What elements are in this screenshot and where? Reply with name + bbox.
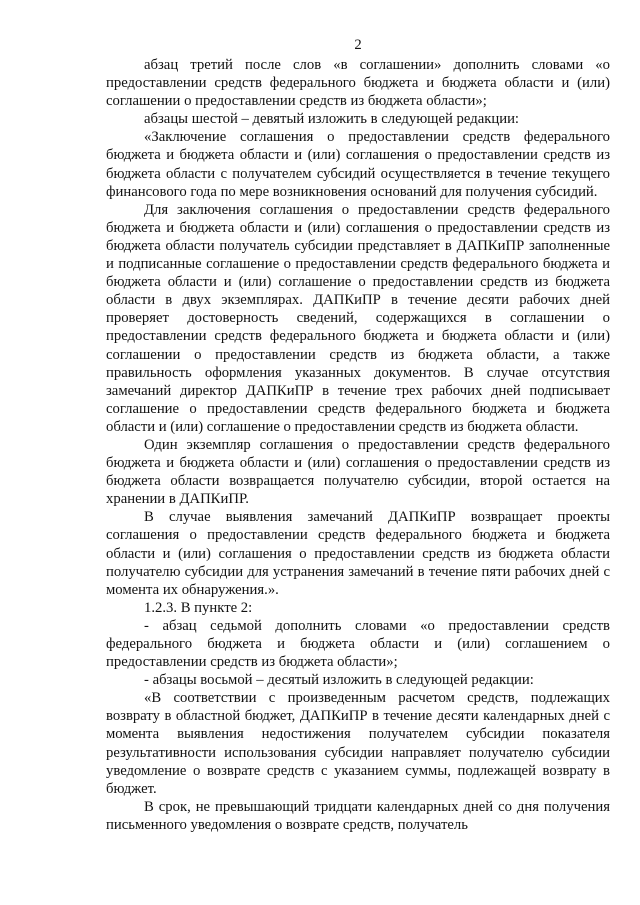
paragraph-6: В случае выявления замечаний ДАПКиПР возвращает проекты соглашения о предоставлении средств федерального бюджета и бюджета области и (или) соглашения о предоставлении средств из бюджета области получателю субсидии для устранения замечаний в течение пяти рабочих дней с момента их обнаружения.».: [106, 509, 610, 598]
paragraph-8: - абзац седьмой дополнить словами «о предоставлении средств федерального бюджета и бюджета области и (или) соглашением о предоставлении средств из бюджета области»;: [106, 617, 610, 671]
paragraph-1: абзац третий после слов «в соглашении» дополнить словами «о предоставлении средств федерального бюджета и бюджета области и (или) соглашении о предоставлении средств из бюджета области»;: [106, 57, 610, 110]
page-number: 2: [354, 37, 362, 53]
paragraph-9: - абзацы восьмой – десятый изложить в следующей редакции:: [144, 672, 534, 689]
paragraph-7: 1.2.3. В пункте 2:: [144, 599, 253, 616]
document-page: [106, 36, 610, 834]
paragraph-5: Один экземпляр соглашения о предоставлении средств федерального бюджета и бюджета области и (или) соглашения о предоставлении средств из бюджета области возвращается получателю субсидии, второй остается на хранении в ДАПКиПР.: [106, 436, 610, 508]
paragraph-10: «В соответствии с произведенным расчетом средств, подлежащих возврату в областной бюджет, ДАПКиПР в течение десяти календарных дней с момента выявления недостижения получателем субсидии показателя результативности использования субсидии направляет получателю субсидии уведомление о возврате средств с указанием суммы, подлежащей возврату в бюджет.: [106, 690, 610, 797]
paragraph-2: абзацы шестой – девятый изложить в следующей редакции:: [144, 111, 520, 128]
paragraph-11: В срок, не превышающий тридцати календарных дней со дня получения письменного уведомления о возврате средств, получатель: [106, 798, 610, 833]
paragraph-3: «Заключение соглашения о предоставлении средств федерального бюджета и бюджета области и (или) соглашения о предоставлении средств из бюджета области с получателем субсидий осуществляется в течение текущего финансового года по мере возникновения оснований для получения субсидий.: [106, 129, 610, 200]
paragraph-4: Для заключения соглашения о предоставлении средств федерального бюджета и бюджета области и (или) соглашения о предоставлении средств из бюджета области получатель субсидии представляет в ДАПКиПР заполненные и подписанные соглашение о предоставлении средств федерального бюджета и бюджета области и (или) соглашение о предоставлении средств из бюджета области в двух экземплярах. ДАПКиПР в течение десяти рабочих дней проверяет достоверность сведений, содержащихся в соглашении о предоставлении средств федерального бюджета и бюджета области и (или) соглашении о предоставлении средств из бюджета области, а также правильность оформления указанных документов. В случае отсутствия замечаний директор ДАПКиПР в течение трех рабочих дней подписывает соглашение о предоставлении средств федерального бюджета и бюджета области и (или) соглашение о предоставлении средств из бюджета области.: [106, 201, 610, 435]
